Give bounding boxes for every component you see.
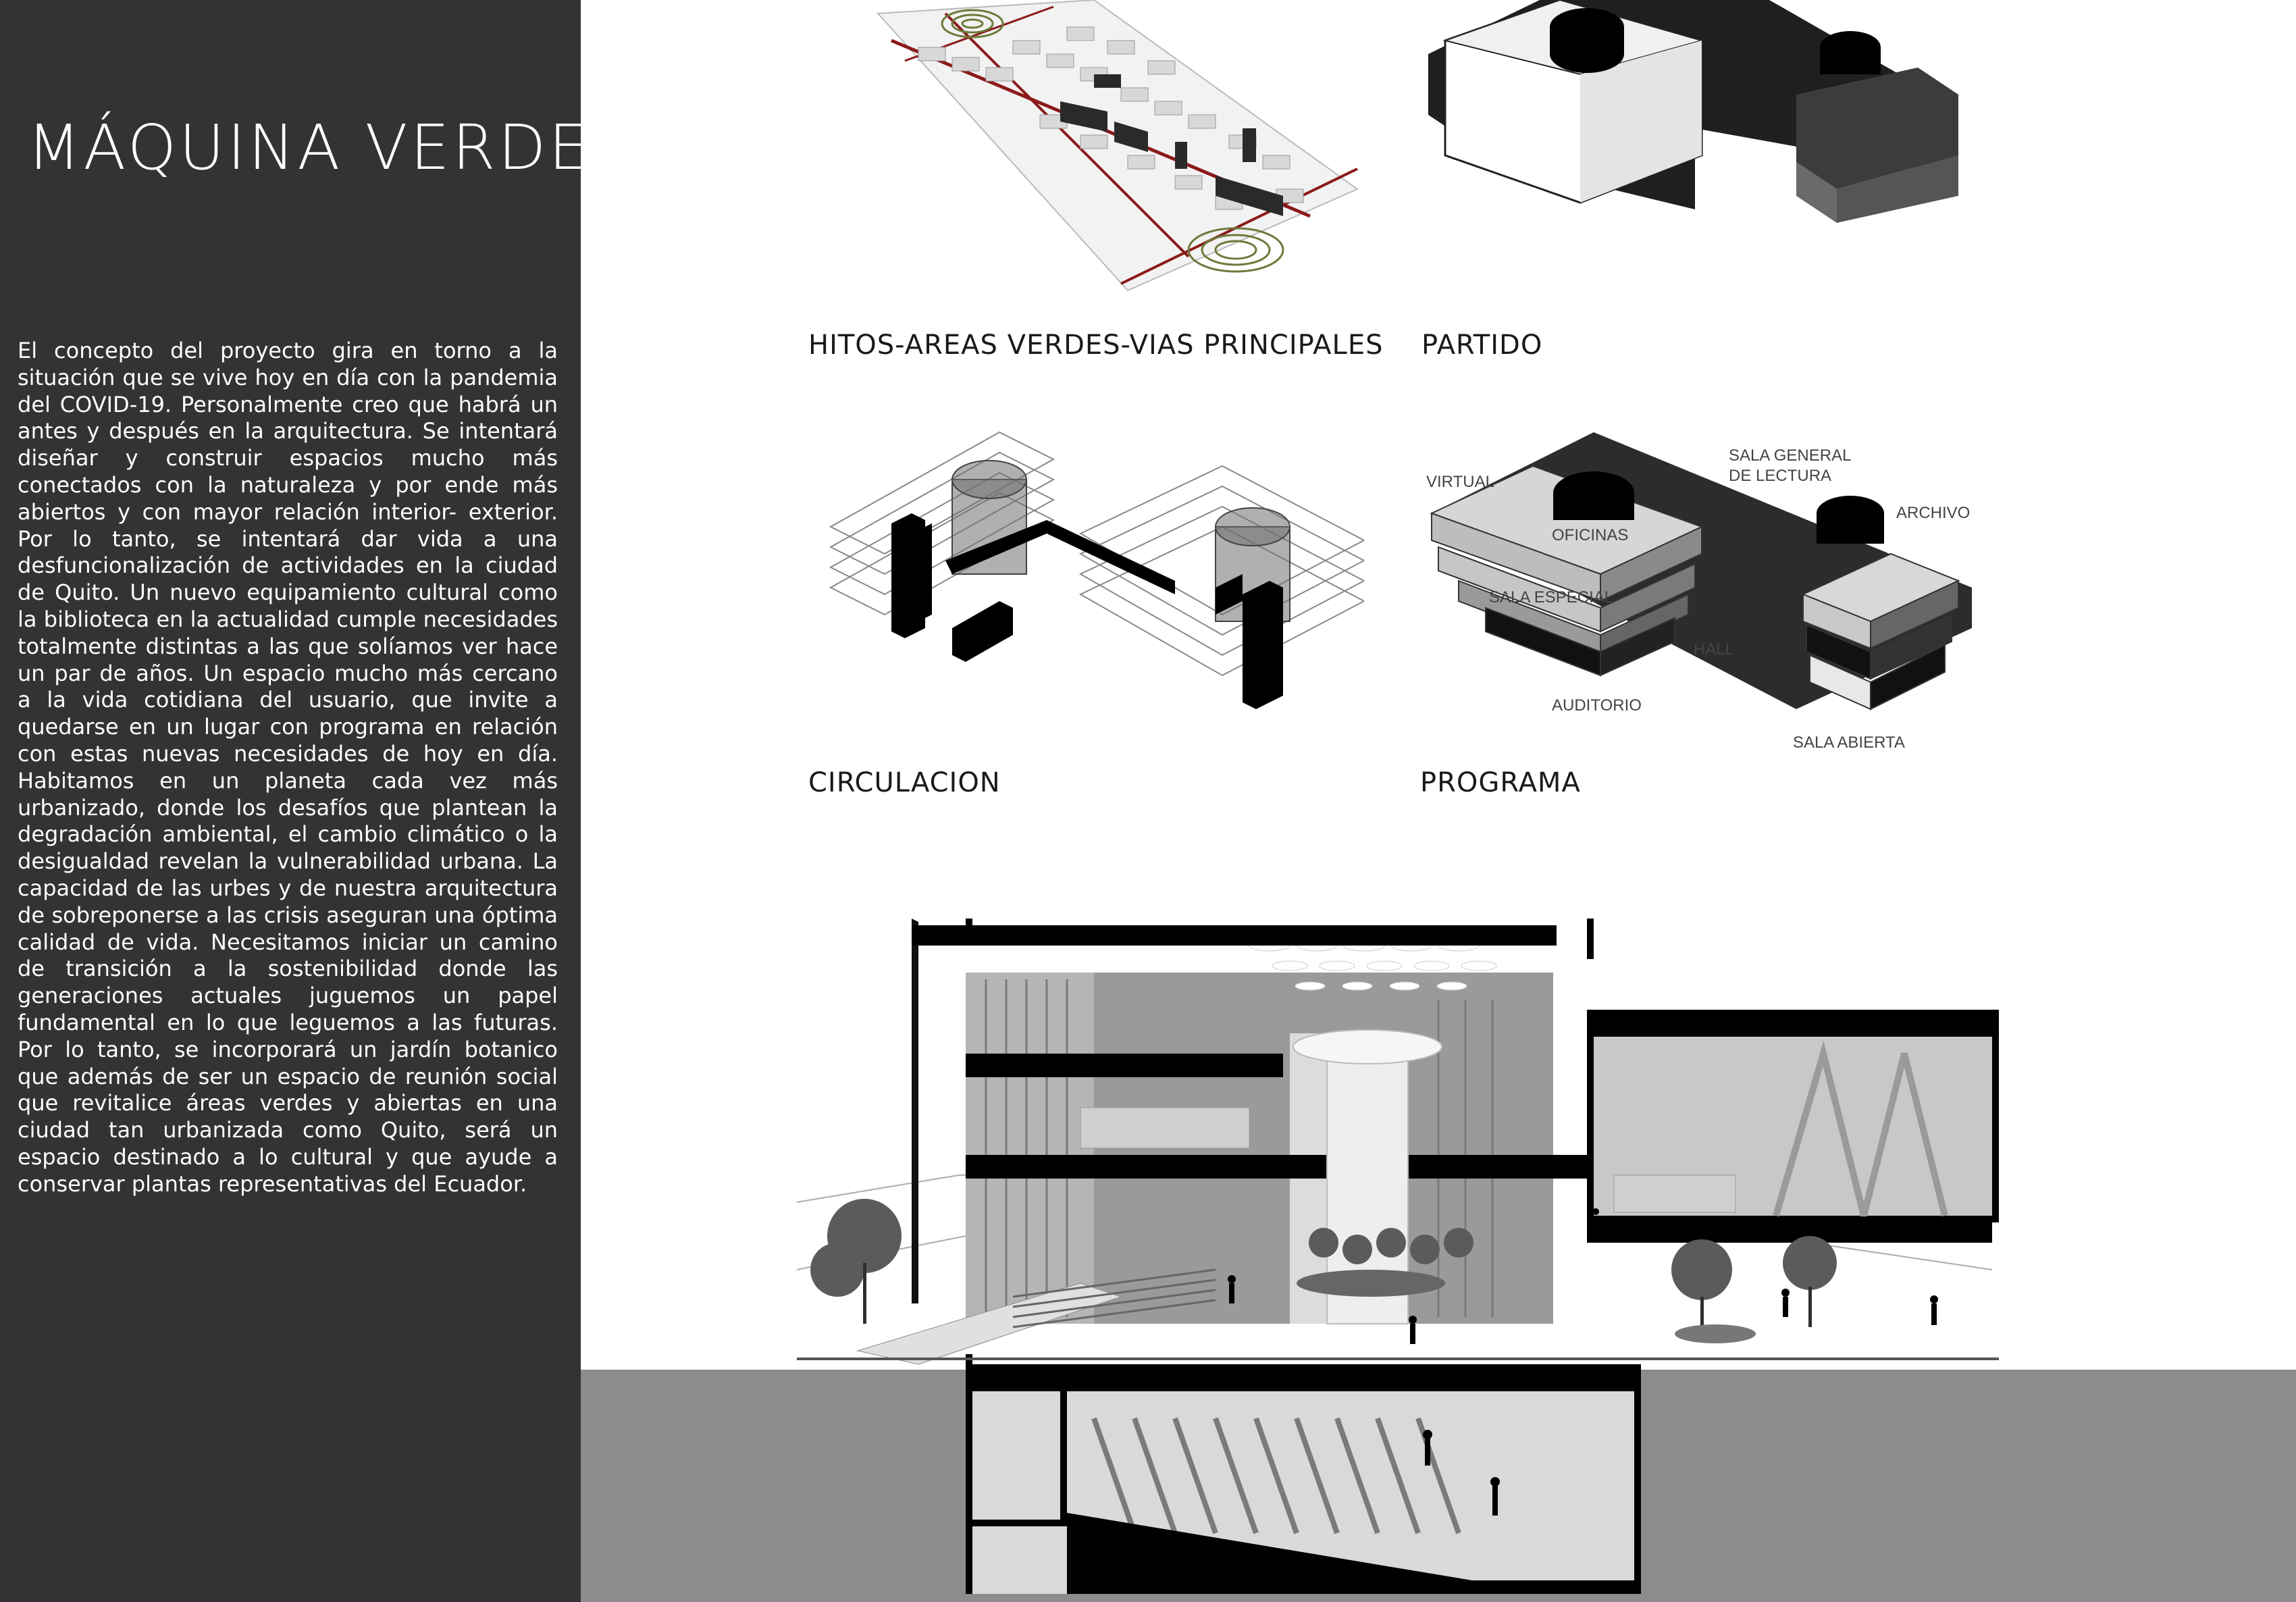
label-sala-general-2: DE LECTURA [1729,467,1832,485]
label-oficinas: OFICINAS [1552,526,1629,544]
concept-text: El concepto del proyecto gira en torno a la situación que se vive hoy en día con la pandemia del COVID-19. Personalmente creo que habrá un antes y después en la arquitectura. Se intentará diseñar y construir espacios mucho más conectados con la naturaleza y por ende más abiertos y con mayor relación interior- exterior. Por lo tanto, se intentará dar vida a una desfuncionalización de actividades en la ciudad de Quito. Un nuevo equipamiento cultural como la biblioteca en la actualidad cumple necesidades totalmente distintas a las que solíamos ver hace un par de años. Un espacio mucho más cercano a la vida cotidiana del usuario, que invite a quedarse en un lugar con programa en relación con estas nuevas necesidades de hoy en día. Habitamos en un planeta cada vez más urbanizado, donde los desafíos que plantean la degradación ambiental, el cambio climático o la desigualdad revelan la vulnerabilidad urbana. La capacidad de las urbes y de nuestra arquitectura de sobreponerse a las crisis aseguran una óptima calidad de vida. Necesitamos iniciar un camino de transición a la sostenibilidad donde las generaciones actuales juguemos un papel fundamental en lo que leguemos a las futuras. Por lo tanto, se incorporará un jardín botanico que además de ser un espacio de reunión social que revitalice áreas verdes y abiertas en una ciudad tan urbanizada como Quito, será un espacio destinado a lo cultural y que ayude a conservar plantas representativas del Ecuador. [18,338,558,1197]
circulacion-diagram [824,425,1364,723]
project-title: MÁQUINA VERDE [27,111,591,184]
label-sala-general-1: SALA GENERAL [1729,446,1852,465]
section-perspective [797,919,1999,1594]
partido-caption: PARTIDO [1421,330,1543,361]
hitos-diagram [837,0,1364,297]
label-hall: HALL [1694,640,1735,658]
label-auditorio: AUDITORIO [1552,696,1642,715]
sidebar [0,0,591,1602]
label-sala-especial: SALA ESPECIAL [1489,588,1614,606]
circulacion-caption: CIRCULACION [808,767,1001,798]
partido-diagram [1418,0,1958,243]
programa-caption: PROGRAMA [1420,767,1581,798]
label-virtual: VIRTUAL [1426,473,1494,491]
label-sala-abierta: SALA ABIERTA [1793,733,1905,752]
hitos-caption: HITOS-AREAS VERDES-VIAS PRINCIPALES [808,330,1384,361]
label-archivo: ARCHIVO [1896,504,1971,522]
